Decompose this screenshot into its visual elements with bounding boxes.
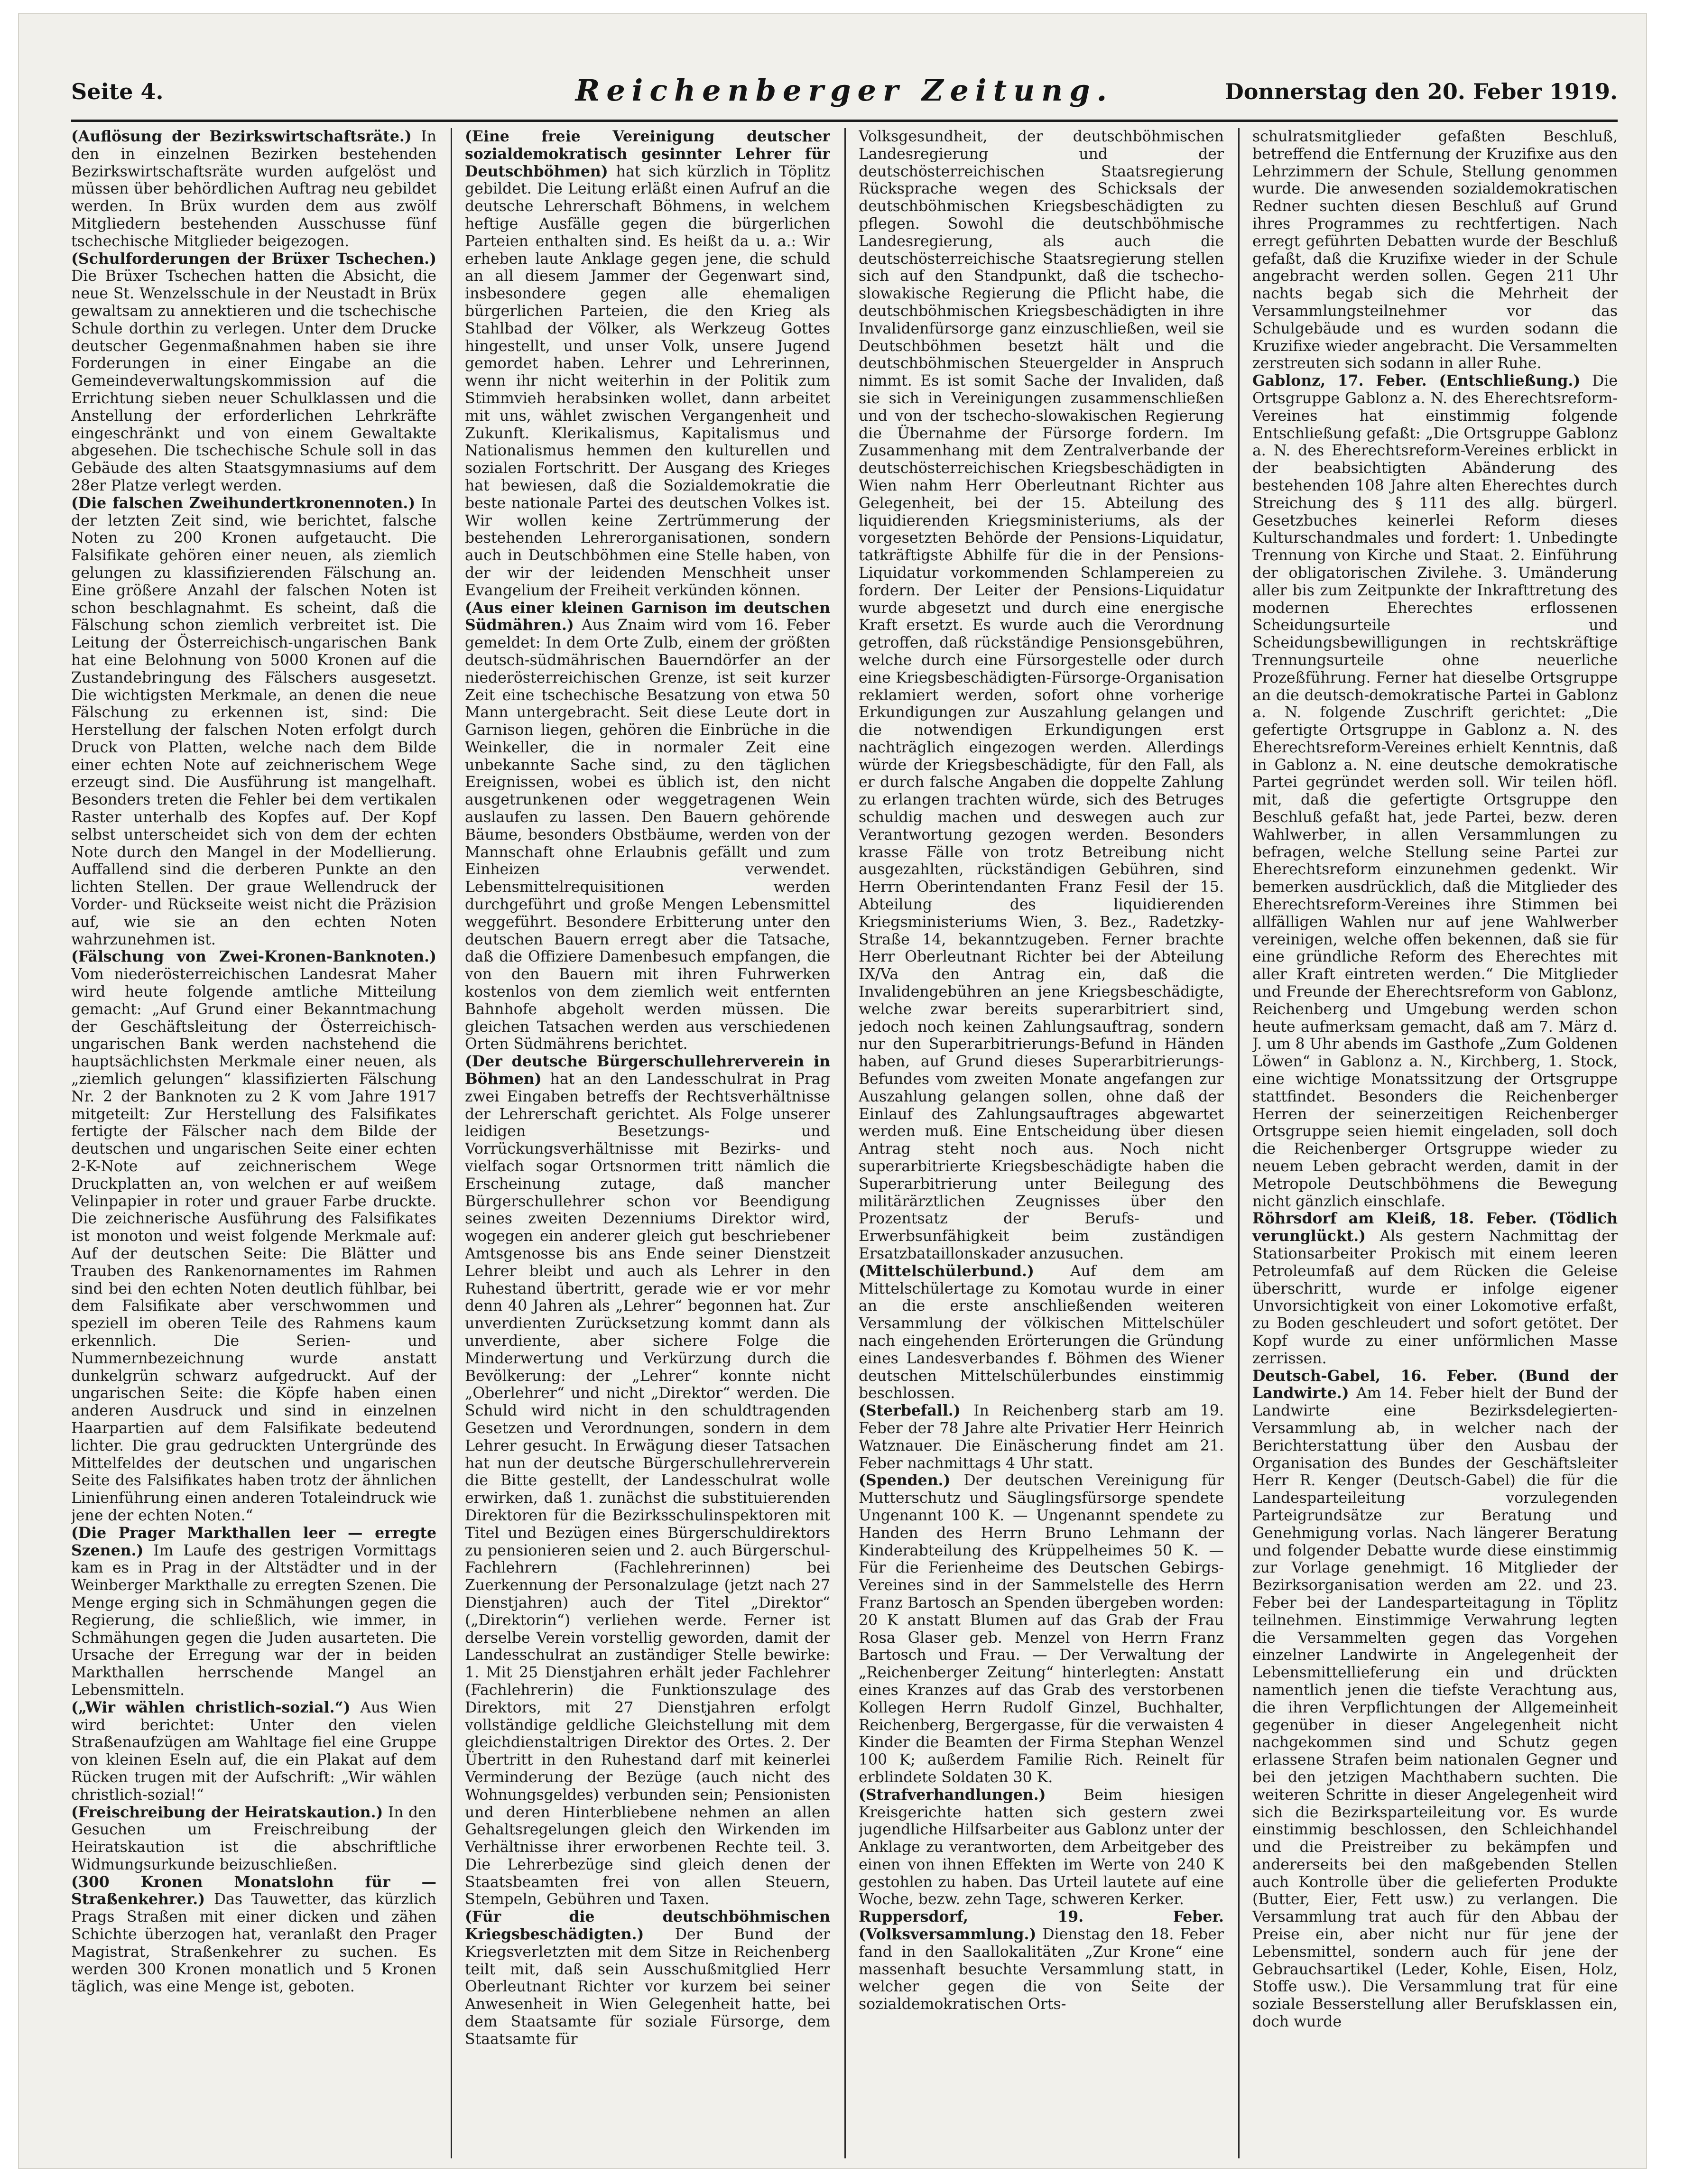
article-heading: (Der deutsche Bürgerschullehrerverein in Böhmen) — [465, 1053, 830, 1088]
column-4 — [1252, 128, 1618, 2158]
article-heading: Röhrsdorf am Kleiß, 18. Feber. (Tödlich verunglückt.) — [1252, 1210, 1618, 1245]
article-body: In Reichenberg starb am 19. Feber der 78 Jahre alte Privatier Herr Heinrich Watznauer. Die Einäscherung findet am 21. Feber nachmittags 4 Uhr statt. — [859, 1402, 1224, 1472]
newspaper-title: Reichenberger Zeitung. — [575, 73, 1114, 108]
article-paragraph — [859, 1786, 1224, 1909]
article-body: In den Gesuchen um Freischreibung der Heiratskaution ist die abschriftliche Widmungsurkunde beizuschließen. — [71, 1804, 436, 1873]
article-body: In den in einzelnen Bezirken bestehenden Bezirkswirtschaftsräte wurden aufgelöst und müssen über behördlichen Auftrag neu gebildet werden. In Brüx wurden dem aus zwölf Mitgliedern bestehenden Ausschusse fünf tschechische Mitglieder beigezogen. — [71, 128, 436, 250]
article-paragraph — [859, 1908, 1224, 2013]
article-body: Die Ortsgruppe Gablonz a. N. des Eherechtsreform-Vereines hat einstimmig folgende Entschließung gefaßt: „Die Ortsgruppe Gablonz a. N. des Eherechtsreform-Vereines erblickt in der beabsichtigten Abänderung des bestehenden 108 Jahre alten Eherechtes durch Streichung des § 111 des allg. bürgerl. Gesetzbuches keinerlei Reform dieses Kulturschandmales und fordert: 1. Unbedingte Trennung von Kirche und Staat. 2. Einführung der obligatorischen Zivilehe. 3. Umänderung aller bis zum Zeitpunkte der Inkrafttretung des modernen Eherechtes erflossenen Scheidungsurteile und Scheidungsbewilligungen in rechtskräftige Trennungsurteile ohne neuerliche Prozeßführung. Ferner hat dieselbe Ortsgruppe an die deutsch-demokratische Partei in Gablonz a. N. folgende Zuschrift gerichtet: „Die gefertigte Ortsgruppe in Gablonz a. N. des Eherechtsreform-Vereines erhielt Kenntnis, daß in Gablonz a. N. eine deutsche demokratische Partei gegründet werden soll. Wir teilen höfl. mit, daß die gefertigte Ortsgruppe den Beschluß gefaßt hat, jede Partei, bezw. deren Wahlwerber, in allen Versammlungen zu befragen, welche Stellung seine Partei zur Eherechtsreform einzunehmen gedenkt. Wir bemerken ausdrücklich, daß die Mitglieder des Eherechtsreform-Vereines ihre Stimmen bei allfälligen Wahlen nur auf jene Wahlwerber vereinigen, welche offen bekennen, daß sie für eine gründliche Reform des Eherechtes mit aller Kraft eintreten werden.“ Die Mitglieder und Freunde der Eherechtsreform von Gablonz, Reichenberg und Umgebung werden schon heute aufmerksam gemacht, daß am 7. März d. J. um 8 Uhr abends im Gasthofe „Zum Goldenen Löwen“ in Gablonz a. N., Kirchberg, 1. Stock, eine wichtige Monatssitzung der Ortsgruppe stattfindet. Besonders die Reichenberger Herren der seinerzeitigen Reichenberger Ortsgruppe seien hiemit eingeladen, soll doch die Reichenberger Ortsgruppe wieder zu neuem Leben gebracht werden, damit in der Metropole Deutschböhmens die Bewegung nicht gänzlich einschlafe. — [1252, 372, 1618, 1210]
article-paragraph — [465, 600, 830, 1054]
article-heading: (Fälschung von Zwei-Kronen-Banknoten.) — [71, 948, 436, 966]
article-heading: Ruppersdorf, 19. Feber. (Volksversammlung.) — [859, 1908, 1224, 1943]
article-paragraph — [71, 250, 436, 495]
column-3 — [859, 128, 1224, 2158]
article-body: Auf dem am Mittelschülertage zu Komotau wurde in einer an die erste anschließenden weiteren Versammlung der völkischen Mittelschüler nach eingehenden Erörterungen die Gründung eines Landesverbandes f. Böhmen des Wiener deutschen Mittelschülerbundes einstimmig beschlossen. — [859, 1262, 1224, 1402]
article-paragraph — [71, 1699, 436, 1804]
article-body: Aus Wien wird berichtet: Unter den vielen Straßenaufzügen am Wahltage fiel eine Gruppe von kleinen Eseln auf, die ein Plakat auf dem Rücken trugen mit der Aufschrift: „Wir wählen christlich-sozial!“ — [71, 1699, 436, 1804]
article-paragraph — [465, 1053, 830, 1908]
article-heading: Gablonz, 17. Feber. (Entschließung.) — [1252, 372, 1581, 390]
article-body: Aus Znaim wird vom 16. Feber gemeldet: In dem Orte Zulb, einem der größten deutsch-südmährischen Bauerndörfer an der niederösterreichischen Grenze, ist seit kurzer Zeit eine tschechische Besatzung von etwa 50 Mann untergebracht. Seit diese Leute dort in Garnison liegen, gehören die Einbrüche in die Weinkeller, die in normaler Zeit eine unbekannte Sache sind, zu den täglichen Ereignissen, wobei es üblich ist, den nicht ausgetrunkenen oder weggetragenen Wein auslaufen zu lassen. Den Bauern gehörende Bäume, besonders Obstbäume, werden von der Mannschaft ohne Erlaubnis gefällt und zum Einheizen verwendet. Lebensmittelrequisitionen werden durchgeführt und große Mengen Lebensmittel weggeführt. Besondere Erbitterung unter den deutschen Bauern erregt aber die Tatsache, daß die Offiziere Damenbesuch empfangen, die von den Bauern mit ihren Fuhrwerken kostenlos von dem ziemlich weit entfernten Bahnhofe abgeholt werden müssen. Die gleichen Tatsachen werden aus verschiedenen Orten Südmährens berichtet. — [465, 617, 830, 1053]
article-paragraph — [859, 128, 1224, 1263]
article-heading: (300 Kronen Monatslohn für — Straßenkehrer.) — [71, 1873, 436, 1908]
column-divider — [844, 128, 846, 2158]
article-heading: (Eine freie Vereinigung deutscher sozialdemokratisch gesinnter Lehrer für Deutschböhmen) — [465, 128, 830, 180]
article-paragraph — [1252, 1368, 1618, 2031]
article-paragraph — [859, 1402, 1224, 1472]
article-body: Am 14. Feber hielt der Bund der Landwirte eine Bezirksdelegierten-Versammlung ab, in welcher nach der Berichterstattung über den Ausbau der Organisation des Bundes der Geschäftsleiter Herr R. Kenger (Deutsch-Gabel) die für die Landesparteileitung vorzulegenden Parteigrundsätze zur Beratung und Genehmigung vorlas. Nach längerer Beratung und folgender Debatte wurde diese einstimmig zur Vorlage genehmigt. 16 Mitglieder der Bezirksorganisation werden am 22. und 23. Feber bei der Landesparteitagung in Töplitz teilnehmen. Einstimmige Verwahrung legten die Versammelten gegen das Vorgehen einzelner Landwirte in Angelegenheit der Lebensmittellieferung ein und drückten namentlich jenen die tiefste Verachtung aus, die ihren Verpflichtungen der Allgemeinheit gegenüber in dieser Angelegenheit nicht nachgekommen sind und Schutz gegen erlassene Strafen beim nationalen Gegner und bei den jetzigen Machthabern suchten. Die weiteren Schritte in dieser Angelegenheit wird sich die Bezirksparteileitung vor. Es wurde einstimmig beschlossen, den Schleichhandel und die Preistreiber zu bekämpfen und andererseits bei den maßgebenden Stellen auch Kontrolle über die gelieferten Produkte (Butter, Eier, Fett usw.) zu verlangen. Die Versammlung trat auch für den Abbau der Preise ein, aber nicht nur für jene der Lebensmittel, sondern auch für jene der Gebrauchsartikel (Leder, Kohle, Eisen, Holz, Stoffe usw.). Die Versammlung trat für eine soziale Besserstellung aller Berufsklassen ein, doch wurde — [1252, 1385, 1618, 2031]
article-body: Der Bund der Kriegsverletzten mit dem Sitze in Reichenberg teilt mit, daß sein Ausschußmitglied Herr Oberleutnant Richter vor kurzem bei seiner Anwesenheit in Wien Gelegenheit hatte, bei dem Staatsamte für soziale Fürsorge, dem Staatsamte für — [465, 1926, 830, 2048]
article-paragraph — [71, 1525, 436, 1699]
column-divider — [451, 128, 452, 2158]
article-paragraph — [1252, 372, 1618, 1210]
article-body: Im Laufe des gestrigen Vormittags kam es in Prag in der Altstädter und in der Weinberger Markthalle zu erregten Szenen. Die Menge erging sich in Schmähungen gegen die Regierung, die schließlich, wie immer, in Schmähungen gegen die Juden ausarteten. Die Ursache der Erregung war der in beiden Markthallen herrschende Mangel an Lebensmitteln. — [71, 1542, 436, 1699]
article-heading: (Die falschen Zweihundertkronennoten.) — [71, 494, 416, 512]
article-body: Vom niederösterreichischen Landesrat Maher wird heute folgende amtliche Mitteilung gemacht: „Auf Grund einer Bekanntmachung der Geschäftsleitung der Österreichisch-ungarischen Bank werden nachstehend die hauptsächlichsten Merkmale einer neuen, als „ziemlich gelungen“ klassifizierten Fälschung Nr. 2 der Banknoten zu 2 K vom Jahre 1917 mitgeteilt: Zur Herstellung des Falsifikates fertigte der Fälscher nach dem Bilde der deutschen und ungarischen Seite einer echten 2-K-Note auf zeichnerischem Wege Druckplatten an, von welchen er auf weißem Velinpapier in roter und grauer Farbe druckte. Die zeichnerische Ausführung des Falsifikates ist monoton und weist folgende Merkmale auf: Auf der deutschen Seite: Die Blätter und Trauben des Rankenornamentes im Rahmen sind bei den echten Noten deutlich fühlbar, bei dem Falsifikate aber verschwommen und speziell im oberen Teile des Rahmens kaum erkennlich. Die Serien- und Nummernbezeichnung wurde anstatt dunkelgrün schwarz aufgedruckt. Auf der ungarischen Seite: die Köpfe haben einen anderen Ausdruck und sind in einzelnen Haarpartien auf dem Falsifikate bedeutend lichter. Die grau gedruckten Untergründe des Mittelfeldes der deutschen und ungarischen Seite des Falsifikates haben trotz der ähnlichen Linienführung einen anderen Totaleindruck wie jene der echten Noten.“ — [71, 966, 436, 1524]
article-body: Dienstag den 18. Feber fand in den Saallokalitäten „Zur Krone“ eine massenhaft besuchte Versammlung statt, in welcher gegen die von Seite der sozialdemokratischen Orts- — [859, 1926, 1224, 2013]
article-paragraph — [859, 1472, 1224, 1786]
article-heading: (Für die deutschböhmischen Kriegsbeschädigten.) — [465, 1908, 830, 1943]
article-body: hat sich kürzlich in Töplitz gebildet. Die Leitung erläßt einen Aufruf an die deutsche Lehrerschaft Böhmens, in welchem heftige Ausfälle gegen die bürgerlichen Parteien enthalten sind. Es heißt da u. a.: Wir erheben laute Anklage gegen jene, die schuld an all diesem Jammer der Gegenwart sind, insbesondere gegen alle ehemaligen bürgerlichen Parteien, die den Krieg als Stahlbad der Völker, als Werkzeug Gottes hingestellt, und unser Volk, unsere Jugend gemordet haben. Lehrer und Lehrerinnen, wenn ihr nicht weiterhin in der Politik zum Stimmvieh herabsinken wollet, dann arbeitet mit uns, wählet zwischen Vergangenheit und Zukunft. Klerikalismus, Kapitalismus und Nationalismus hemmen den kulturellen und sozialen Fortschritt. Der Ausgang des Krieges hat bewiesen, daß die Sozialdemokratie die beste nationale Partei des deutschen Volkes ist. Wir wollen keine Zertrümmerung der bestehenden Lehrerorganisationen, sondern auch in Deutschböhmen eine Stelle haben, von der wir der leidenden Menschheit unser Evangelium der Freiheit verkünden können. — [465, 163, 830, 599]
article-paragraph — [1252, 128, 1618, 372]
article-body: schulratsmitglieder gefaßten Beschluß, betreffend die Entfernung der Kruzifixe aus den Lehrzimmern der Schule, Stellung genommen wurde. Die anwesenden sozialdemokratischen Redner suchten diesen Beschluß auf Grund ihres Programmes zu rechtfertigen. Nach erregt geführten Debatten wurde der Beschluß gefaßt, daß die Kruzifixe wieder in der Schule angebracht werden sollen. Gegen 211 Uhr nachts begab sich die Mehrheit der Versammlungsteilnehmer vor das Schulgebäude und es wurden sodann die Kruzifixe wieder angebracht. Die Versammelten zerstreuten sich sodann in aller Ruhe. — [1252, 128, 1618, 372]
article-heading: (Freischreibung der Heiratskaution.) — [71, 1803, 383, 1821]
article-heading: (Mittelschülerbund.) — [859, 1262, 1034, 1280]
article-paragraph — [71, 128, 436, 250]
article-heading: (Schulforderungen der Brüxer Tschechen.) — [71, 250, 436, 268]
column-1 — [71, 128, 436, 2158]
header-rule — [71, 120, 1618, 122]
article-body: Die Brüxer Tschechen hatten die Absicht, die neue St. Wenzelsschule in der Neustadt in Brüx gewaltsam zu annektieren und die tschechische Schule dorthin zu verlegen. Unter dem Drucke deutscher Gegenmaßnahmen haben sie ihre Forderungen in einer Eingabe an die Gemeindeverwaltungskommission auf die Errichtung sieben neuer Schulklassen und die Anstellung der erforderlichen Lehrkräfte eingeschränkt und von einem Gewaltakte abgesehen. Die tschechische Schule soll in das Gebäude des alten Staatsgymnasiums auf dem 28er Platze verlegt werden. — [71, 268, 436, 494]
article-paragraph — [71, 1874, 436, 1996]
article-heading: („Wir wählen christlich-sozial.“) — [71, 1698, 351, 1716]
article-paragraph — [71, 1804, 436, 1874]
masthead — [71, 70, 1618, 113]
article-body: Das Tauwetter, das kürzlich Prags Straßen mit einer dicken und zähen Schichte überzogen hat, veranlaßt den Prager Magistrat, Straßenkehrer zu suchen. Es werden 300 Kronen monatlich und 5 Kronen täglich, was eine Menge ist, geboten. — [71, 1891, 436, 1996]
article-heading: (Die Prager Markthallen leer — erregte Szenen.) — [71, 1524, 436, 1559]
newspaper-page — [19, 14, 1646, 2168]
article-body: hat an den Landesschulrat in Prag zwei Eingaben betreffs der Rechtsverhältnisse der Lehrerschaft gerichtet. Als Folge unserer leidigen Besetzungs- und Vorrückungsverhältnisse mit Bezirks- und vielfach sogar Ortsnormen tritt nämlich die Erscheinung zutage, daß mancher Bürgerschullehrer schon vor Beendigung seines zweiten Dezenniums Direktor wird, wogegen ein anderer gleich gut beschriebener Amtsgenosse bis ans Ende seiner Dienstzeit Lehrer bleibt und auch als Lehrer in den Ruhestand übertritt, gerade wie er vor mehr denn 40 Jahren als „Lehrer“ begonnen hat. Zur unverdienten Zurücksetzung kommt dann als unverdiente, aber sichere Folge die Minderwertung und Verkürzung durch die Bevölkerung: der „Lehrer“ konnte nicht „Oberlehrer“ und nicht „Direktor“ werden. Die Schuld wird nicht in den schuldtragenden Gesetzen und Verordnungen, sondern in dem Lehrer gesucht. In Erwägung dieser Tatsachen hat nun der deutsche Bürgerschullehrerverein die Bitte gestellt, der Landesschulrat wolle erwirken, daß 1. zunächst die substituierenden Direktoren für die Bezirksschulinspektoren mit Titel und Bezügen eines Bürgerschuldirektors zu pensionieren seien und 2. auch Bürgerschul-Fachlehrern (Fachlehrerinnen) bei Zuerkennung der Personalzulage (jetzt nach 27 Dienstjahren) auch der Titel „Direktor“ („Direktorin“) verliehen werde. Ferner ist derselbe Verein vorstellig geworden, damit der Landesschulrat an zuständiger Stelle bewirke: 1. Mit 25 Dienstjahren erhält jeder Fachlehrer (Fachlehrerin) die Funktionszulage des Direktors, mit 27 Dienstjahren erfolgt vollständige geldliche Gleichstellung mit dem gleichdienstaltrigen Direktor des Ortes. 2. Der Übertritt in den Ruhestand darf mit keinerlei Verminderung der Bezüge (auch nicht des Wohnungsgeldes) verbunden sein; Pensionisten und deren Hinterbliebene nehmen an allen Gehaltsregelungen gleich den Wirkenden im Verhältnisse ihrer erworbenen Rechte teil. 3. Die Lehrerbezüge sind gleich denen der Staatsbeamten frei von allen Steuern, Stempeln, Gebühren und Taxen. — [465, 1071, 830, 1908]
column-area — [71, 128, 1618, 2158]
article-heading: (Spenden.) — [859, 1471, 951, 1490]
article-paragraph — [465, 128, 830, 600]
article-heading: (Sterbefall.) — [859, 1402, 961, 1420]
article-heading: (Auflösung der Bezirkswirtschaftsräte.) — [71, 128, 412, 145]
article-heading: Deutsch-Gabel, 16. Feber. (Bund der Landwirte.) — [1252, 1367, 1618, 1402]
article-paragraph — [465, 1908, 830, 2048]
article-body: Der deutschen Vereinigung für Mutterschutz und Säuglingsfürsorge spendete Ungenannt 100 K. — Ungenannt spendete zu Handen des Herrn Bruno Lehmann der Kinderabteilung des Krüppelheimes 50 K. — Für die Ferienheime des Deutschen Gebirgs-Vereines sind in der Sammelstelle des Herrn Franz Bartosch an Spenden übergeben worden: 20 K anstatt Blumen auf das Grab der Frau Rosa Glaser geb. Menzel von Herrn Franz Bartosch und Frau. — Der Verwaltung der „Reichenberger Zeitung“ hinterlegten: Anstatt eines Kranzes auf das Grab des verstorbenen Kollegen Herrn Rudolf Ginzel, Buchhalter, Reichenberg, Bergergasse, für die verwaisten 4 Kinder die Beamten der Firma Stephan Wenzel 100 K; außerdem Familie Rich. Reinelt für erblindete Soldaten 30 K. — [859, 1472, 1224, 1786]
article-heading: (Aus einer kleinen Garnison im deutschen Südmähren.) — [465, 599, 830, 634]
article-body: Volksgesundheit, der deutschböhmischen Landesregierung und der deutschösterreichischen Staatsregierung Rücksprache wegen des Schicksals der deutschböhmischen Kriegsbeschädigten zu pflegen. Sowohl die deutschböhmische Landesregierung, als auch die deutschösterreichische Staatsregierung stellen sich auf den Standpunkt, daß die tschecho-slowakische Regierung die Pflicht habe, die deutschböhmischen Kriegsbeschädigten in ihre Invalidenfürsorge ganz einzuschließen, weil sie Deutschböhmen besetzt hält und die deutschböhmischen Steuergelder in Anspruch nimmt. Es ist somit Sache der Invaliden, daß sie sich in Vereinigungen zusammenschließen und von der tschecho-slowakischen Regierung die Übernahme der Fürsorge fordern. Im Zusammenhang mit dem Zentralverbande der deutschösterreichischen Kriegsbeschädigten in Wien nahm Herr Oberleutnant Richter aus Gelegenheit, bei der 15. Abteilung des liquidierenden Kriegsministeriums, als der vorgesetzten Behörde der Pensions-Liquidatur, tatkräftigste Abhilfe für die in der Pensions-Liquidatur vorkommenden Schlampereien zu fordern. Der Leiter der Pensions-Liquidatur wurde abgesetzt und durch eine energische Kraft ersetzt. Es wurde auch die Verordnung getroffen, daß rückständige Pensionsgebühren, welche durch eine Fürsorgestelle oder durch eine Kriegsbeschädigten-Fürsorge-Organisation reklamiert werden, sofort ohne vorherige Erkundigungen zur Auszahlung gelangen und die notwendigen Erkundigungen erst nachträglich eingezogen werden. Allerdings würde der Kriegsbeschädigte, für den Fall, als er durch falsche Angaben die doppelte Zahlung zu erlangen trachten würde, sich des Betruges schuldig machen und deswegen auch zur Verantwortung gezogen werden. Besonders krasse Fälle von trotz Betreibung nicht ausgezahlten, rückständigen Gebühren, sind Herrn Oberintendanten Franz Fesil der 15. Abteilung des liquidierenden Kriegsministeriums Wien, 3. Bez., Radetzky-Straße 14, bekanntzugeben. Ferner brachte Herr Oberleutnant Richter bei der Abteilung IX/Va den Antrag ein, daß die Invalidengebühren an jene Kriegsbeschädigte, welche zwar bereits superarbitriert sind, jedoch noch keinen Zahlungsauftrag, sondern nur den Superarbitrierungs-Befund in Händen haben, auf Grund dieses Superarbitrierungs-Befundes vom zweiten Monate angefangen zur Auszahlung gelangen sollen, ohne daß der Einlauf des Zahlungsauftrages abgewartet werden muß. Eine Entscheidung über diesen Antrag steht noch aus. Noch nicht superarbitrierte Kriegsbeschädigte haben die Superarbitrierung unter Beilegung des militärärztlichen Zeugnisses über den Prozentsatz der Berufs- und Erwerbsunfähigkeit beim zuständigen Ersatzbataillonskader anzusuchen. — [859, 128, 1224, 1262]
article-paragraph — [1252, 1210, 1618, 1367]
article-paragraph — [71, 495, 436, 949]
page-number: Seite 4. — [71, 79, 164, 104]
issue-date: Donnerstag den 20. Feber 1919. — [1224, 79, 1618, 104]
article-body: Beim hiesigen Kreisgerichte hatten sich gestern zwei jugendliche Hilfsarbeiter aus Gablonz unter der Anklage zu verantworten, dem Arbeitgeber des einen von ihnen Effekten im Werte von 240 K gestohlen zu haben. Das Urteil lautete auf eine Woche, bezw. zehn Tage, schweren Kerker. — [859, 1786, 1224, 1908]
column-2 — [465, 128, 830, 2158]
article-heading: (Strafverhandlungen.) — [859, 1786, 1046, 1804]
article-body: Als gestern Nachmittag der Stationsarbeiter Prokisch mit einem leeren Petroleumfaß auf dem Rücken die Geleise überschritt, wurde er infolge eigener Unvorsichtigkeit von einer Lokomotive erfaßt, zu Boden geschleudert und sofort getötet. Der Kopf wurde zu einer unförmlichen Masse zerrissen. — [1252, 1228, 1618, 1367]
article-paragraph — [859, 1263, 1224, 1402]
article-body: In der letzten Zeit sind, wie berichtet, falsche Noten zu 200 Kronen aufgetaucht. Die Falsifikate gehören einer neuen, als ziemlich gelungen zu klassifizierenden Fälschung an. Eine größere Anzahl der falschen Noten ist schon beschlagnahmt. Es scheint, daß die Fälschung schon ziemlich verbreitet ist. Die Leitung der Österreichisch-ungarischen Bank hat eine Belohnung von 5000 Kronen auf die Zustandebringung des Fälschers ausgesetzt. Die wichtigsten Merkmale, an denen die neue Fälschung zu erkennen ist, sind: Die Herstellung der falschen Noten erfolgt durch Druck von Platten, welche nach dem Bilde einer echten Note auf zeichnerischem Wege erzeugt sind. Die Ausführung ist mangelhaft. Besonders treten die Fehler bei dem vertikalen Raster unterhalb des Kopfes auf. Der Kopf selbst unterscheidet sich von dem der echten Note durch den Mangel in der Modellierung. Auffallend sind die derberen Punkte an den lichten Stellen. Der graue Wellendruck der Vorder- und Rückseite weist nicht die Präzision auf, wie sie an den echten Noten wahrzunehmen ist. — [71, 494, 436, 948]
column-divider — [1238, 128, 1240, 2158]
article-paragraph — [71, 948, 436, 1524]
